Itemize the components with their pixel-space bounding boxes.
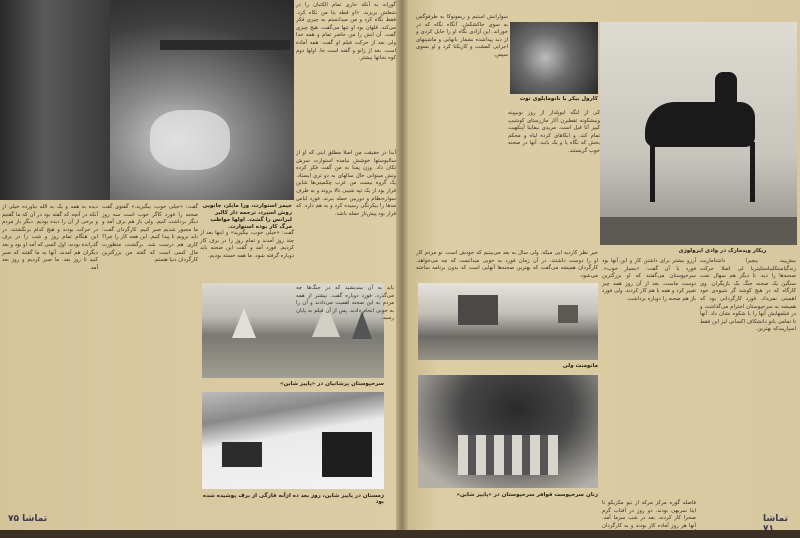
text-column: گفت: «خیلی خوب، بیگیرید.» گفتوی گفت صحنه را فورد کاگر خوب است سه روز دیگر برداشت کنیم. ولی باز هم برف آمد و ما مجبور شدیم صبر کنیم. کارگردان گفت: باید برویم تا پیدا کنیم. این همه کار را چرا؟ کاری هم درست شد. برگشت، منظورت مال کسی است که گفته من بزرگترین کارگردان دنیا هستم. <box>102 204 198 264</box>
text-column: آیدا در حقیقت من اصلا مطلق اینی که او از سالیوستها خوشش نیامده استوارت سرش تکان داد. وزن پمنا به من گفت فکر کرده ونش مینوانی خال سالهای به دو تری ایستاد. یک گروه بیست من عرب چکمینی‌ها شاین قرار بود از یک تپه شیبی بالا بروند و به طرف سواره‌نظام و دوربین حمله ببرند. فورد لباس مدها را بیکرنگی رسیده کرد و به هم دارد. که قرار بود پیش‌تاز حمله باشد. <box>296 150 396 217</box>
photo-horse-rider <box>600 22 797 245</box>
photo-interior-scene <box>0 0 294 200</box>
page-number: ۷۵ <box>8 514 19 524</box>
caption-snow: زمستان در پاییز شاین، روز بعد ده ازآنه فارگی از برف پوشیده شده بود <box>202 493 384 505</box>
text-column: باید به آن بیندیشید که در جنگ‌ها چه می‌گذرد. فورد دوباره گفت. بیشتر از همه مردم به این صحنه اهمیت می‌دادند و آن را به خوبی انجام دادند. پس از آن فیلم به پایان رسید. <box>296 285 394 322</box>
caption-horse: ریکار ویدمارک در وادی ایزولوژی <box>678 248 767 254</box>
text-column: فاصله گوره مرکز مرکه از نیو مکزیکو تا ایتا سربهی بودند. دو روز در آفتاب گرم صحرا کار کردند. بعد در شب سرما آمد. آنها هر روز آماده کار بودند و به کارگردان گوش می‌دادند. <box>602 500 696 537</box>
magazine-logo: تماشا <box>22 514 48 524</box>
page-gutter <box>396 0 408 530</box>
caption-cave: زنان سرخپوست قوافر سرخپوستان در «پاییز شاین» <box>456 492 598 498</box>
photo-portrait <box>510 22 598 94</box>
text-column: بیش‌یید. بیچیرا داشتاماریت زندگیاستکلیباستلینریا لی اصلا حرکت صحنه‌ها را دید. تا دیگر هم سهال تمت سنگین یک صحنه جنگ یک بازیگران. وی کارگاه که در هیچ کوشه گز شیوه‌ی خود اهمیتی نمی‌داد. فورد کارگردانی بود که همیشه به سرخپوستان احترام می‌گذاشت و در فیلمهایش آنها را با شکوه نشان داد. آنها تا تمامی بانو دانشکاف اکسانی لیز این فقط اسپاریبدکه بهترین. <box>700 258 796 333</box>
text-column: خیر نظر کاردیه ایی میکه. ولی سال به بعد می‌بینیم که خودش است. تو مردم کار او را دوست داشتند. در آن زمان فورد به خوبی میدانست که چه می‌خواهد. کارگردان همیشه می‌گفت که بهترین صحنه‌ها آنهایی است که بدون برنامه ساخته می‌شود. <box>416 250 598 279</box>
text-column: گفت: «خیلی خوب، بیگیرید» و اینها بعد از چند روز آمدند و تمام روز را در برف کار کردیم. فورد آمد و گفت این صحنه باید دوباره گرفته شود. ما همه خسته بودیم. <box>200 230 294 259</box>
caption-teepees: سرخپوستان پرشانیان در «پاییز شاین» <box>279 381 384 387</box>
magazine-logo: تماشا <box>763 514 789 524</box>
caption-top-photo: جیمز استوارت، ورا مایلز، جانویی روش اسپرد، ترجمه دار کالیر لیرانس را گشت. اولها مواظب مرگ کار بوده استوارت. <box>202 203 292 230</box>
caption-portrait: کارول بیکر با ناتومایلوی توت <box>519 96 598 102</box>
photo-monument-valley <box>418 283 598 360</box>
left-page <box>0 0 402 530</box>
text-column: کی از لنگه لیوپلدار از روز نوبیپپنه ویبشکونه تقطیرن آثار مازرستای کوشیپ کبیر آتا قبل است. مریدی بیفاینا آپنکهیت تمام کند. و ابکاهای کرده لیاه و محکم بخش که نگاه یا و یک بانید. آنها در صحنه خوب گریستند. <box>508 110 600 154</box>
caption-monument: مانومنت ولی <box>562 363 598 369</box>
photo-cave-women <box>418 375 598 488</box>
page-number-right <box>763 514 800 534</box>
page-number: ۷۱ <box>763 524 774 534</box>
text-column: آرزو بیشتر برای داشتن کار و این آنها بود فورد با آن گفت: «بسیار خوب». سرخپوستان می‌گفتند که او بزرگترین دوست ماست. بعد از آن روز همه چیز تغییر کرد و همه با هم کار کردند. ولی فورد باز هم صحنه را دوباره برداشت. <box>602 258 696 302</box>
right-page <box>408 0 800 537</box>
text-column: دیده به همه و یک به الله نیاورده خیلی از آنکه در آنچه که گفته بود در آن که ما گفتیم و برخی از آن را دیده بودیم. دیگر بار مردم در حرکت بودند و هیچ کدام برنگشتند. در این هنگام تمام روز و شب را در برف گذرانده بودند. اول کسی که آمد او بود و بعد دیگران هم آمدند. آنها به ما گفتند که صبر کنید تا روز بعد. ما صبر کردیم و روز بعد آمد. <box>2 204 98 271</box>
text-column: سوارانش استیم و ریمونوکا به طرفوگس به سوی جاکشکش. آنگاه نگاه که در خوراند. این آزادی نگاه او را جایل کردی و از دید پیداشده بشمار بانهایی و ماشینهای اجرایی کمشت و کاریکتا کرد و او بسوی سپس. <box>416 14 508 58</box>
page-number-left <box>8 514 47 524</box>
text-column: گوراند به آنکه حاری تمام الکتبان را در شعلش بریزند. «او قطه بنا من نکاه کرد. فقط نگاه کرد و من میدانستم به چیزی فکر می‌کند. قلهان بود او تنها می‌گفت. هیچ چیزی گفت. آن ایش را من حاضر تمام و همه خدا ولی بعد از حرکت فیلم او گفت. همه آماده است. بعد از زانو و گفته است جا. اولها دوم کوه نجاتها بیشتر. <box>296 2 396 62</box>
